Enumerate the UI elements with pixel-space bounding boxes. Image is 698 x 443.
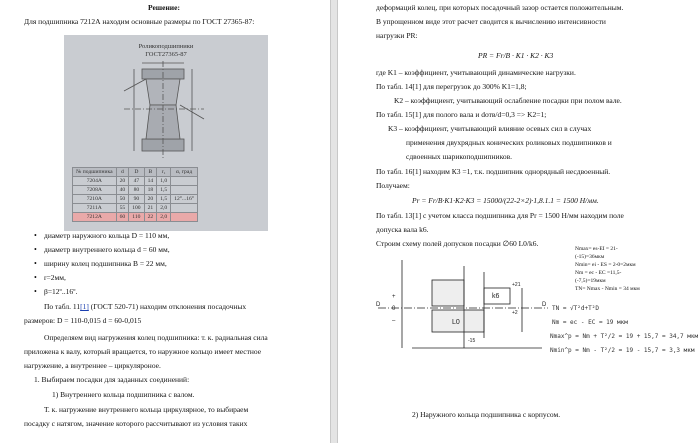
right-page — [338, 0, 698, 443]
bullet-icon: • — [34, 287, 37, 296]
k3-definition-2: применения двухрядных конических роликовых подшипников и — [406, 138, 612, 147]
table-row: 7204A 20 47 14 1,0 — [73, 177, 198, 186]
d-left-label: D — [376, 302, 381, 308]
l0-label: L0 — [452, 319, 460, 326]
calc-note: (-7,5)=19мкм — [575, 278, 606, 284]
calc-note: Nm = ec - EC =11,5- — [575, 270, 622, 276]
k3-definition-1: K3 – коэффициент, учитывающий влияние осевых сил в случах — [388, 124, 592, 133]
list-item: r=2мм, — [44, 273, 66, 282]
solution-heading: Решение: — [148, 3, 180, 12]
page-divider — [330, 0, 338, 443]
k1-definition: где K1 – коэффициент, учитывающий динамические нагрузки. — [376, 68, 576, 77]
numbered-item-1: 1. Выбираем посадки для заданных соединений: — [34, 375, 190, 384]
text-line: В упрощенном виде этот расчет сводится к вычислению интенсивности — [376, 17, 606, 26]
result-formula: Pr = Fr/B·K1·K2·K3 = 15000/(22-2×2)·1,8.1.1 = 1500 Н/мм. — [412, 196, 599, 205]
intro-text: Для подшипника 7212А находим основные размеры по ГОСТ 27365-87: — [24, 17, 255, 26]
handwritten-note: TN = √T²d+T²D — [552, 305, 599, 312]
calc-note: (-15)=36мкм — [575, 254, 605, 260]
tolerance-diagram — [372, 252, 552, 352]
plus-label: + — [392, 294, 396, 300]
numbered-subitem-2: 2) Наружного кольца подшипника с корпусом. — [412, 410, 561, 419]
paragraph-tolerances: По табл. 11[1] (ГОСТ 520-71) находим отклонения посадочных — [44, 302, 247, 311]
k3-table-line: По табл. 16[1] находим К3 =1, т.к. подшипник однорядный несдвоенный. — [376, 167, 611, 176]
handwritten-note: Nmax^p = Nm + T²/2 = 19 + 15,7 = 34,7 мкм — [550, 333, 698, 340]
bullet-icon: • — [34, 245, 37, 254]
list-item: ширину колец подшипника В = 22 мм, — [44, 259, 167, 268]
result-label: Получаем: — [376, 181, 410, 190]
paragraph-load-line3: нагружение, а внутреннее – циркуляроное. — [24, 361, 161, 370]
d-right-label: D — [542, 302, 547, 308]
text-line: деформаций колец, при которых посадочный зазор остается положительным. — [376, 3, 624, 12]
ei-label: +2 — [512, 310, 518, 316]
list-item: диаметр наружного кольца D = 110 мм, — [44, 231, 170, 240]
bullet-icon: • — [34, 259, 37, 268]
table-row: 7208A 40 80 18 1,5 — [73, 186, 198, 195]
fit-line-2: допуска вала k6. — [376, 225, 429, 234]
bullet-icon: • — [34, 231, 37, 240]
table-row-highlighted: 7212A 60 110 22 2,0 — [73, 213, 198, 222]
reference-link[interactable]: [1] — [80, 302, 89, 311]
list-item: β=12º..16º. — [44, 287, 78, 296]
paragraph-fit-line1: Т. к. нагружение внутреннего кольца циркулярное, то выбираем — [44, 405, 249, 414]
handwritten-note: Nmin^p = Nm - T²/2 = 19 - 15,7 = 3,3 мкм — [550, 347, 695, 354]
es-hole-label: -15 — [468, 338, 476, 344]
bearing-spec-table — [72, 167, 198, 222]
es-label: +21 — [512, 282, 521, 288]
numbered-subitem-1: 1) Внутреннего кольца подшипника с валом. — [52, 390, 195, 399]
paragraph-fit-line2: посадку с натягом, значение которого рассчитывают из условия таких — [24, 419, 248, 428]
figure-title: Роликоподшипники ГОСТ27365-87 — [138, 43, 194, 58]
k6-label: k6 — [492, 293, 500, 300]
text-line: нагрузки PR: — [376, 31, 418, 40]
calc-note: Nmin= ei - ES = 2-0=2мкм — [575, 262, 636, 268]
spec-table-header: № подшипника d D B r₁ α, град — [73, 168, 198, 177]
k1-table-line: По табл. 14[1] для перегрузок до 300% K1=1,8; — [376, 82, 527, 91]
paragraph-load-line1: Определяем вид нагружения колец подшипника: т. к. радиальная сила — [44, 333, 268, 342]
handwritten-note: Nm = ec - EC = 19 мкм — [552, 319, 628, 326]
paragraph-tolerances-line2: размеров: D = 110-0,015 d = 60-0,015 — [24, 316, 142, 325]
minus-label: – — [392, 318, 396, 324]
calc-note: TN= Nmax - Nmin = 34 мкм — [575, 286, 640, 292]
list-item: диаметр внутреннего кольца d = 60 мм, — [44, 245, 170, 254]
bullet-icon: • — [34, 273, 37, 282]
bearing-figure — [64, 35, 268, 231]
paragraph-load-line2: приложена к валу, который вращается, то наружное кольцо имеет местное — [24, 347, 262, 356]
table-row: 7210A 50 90 20 1,5 12°...16° — [73, 195, 198, 204]
k2-table-line: По табл. 15[1] для полого вала и dотв/d=0,3 => K2=1; — [376, 110, 547, 119]
k2-definition: K2 – коэффициент, учитывающий ослабление посадки при полом вале. — [394, 96, 622, 105]
calc-note: Nmax= es-EI = 21- — [575, 246, 618, 252]
zero-label: 0 — [392, 306, 396, 312]
k3-definition-3: сдвоенных шарикоподшипников. — [406, 152, 512, 161]
formula-pr: PR = Fr/B · K1 · K2 · K3 — [478, 51, 554, 60]
table-row: 7211A 55 100 21 2,0 — [73, 204, 198, 213]
scheme-line: Строим схему полей допусков посадки ∅60 L0/k6. — [376, 239, 539, 248]
left-page — [0, 0, 330, 443]
fit-line-1: По табл. 13[1] с учетом класса подшипника для Pr = 1500 Н/мм находим поле — [376, 211, 624, 220]
